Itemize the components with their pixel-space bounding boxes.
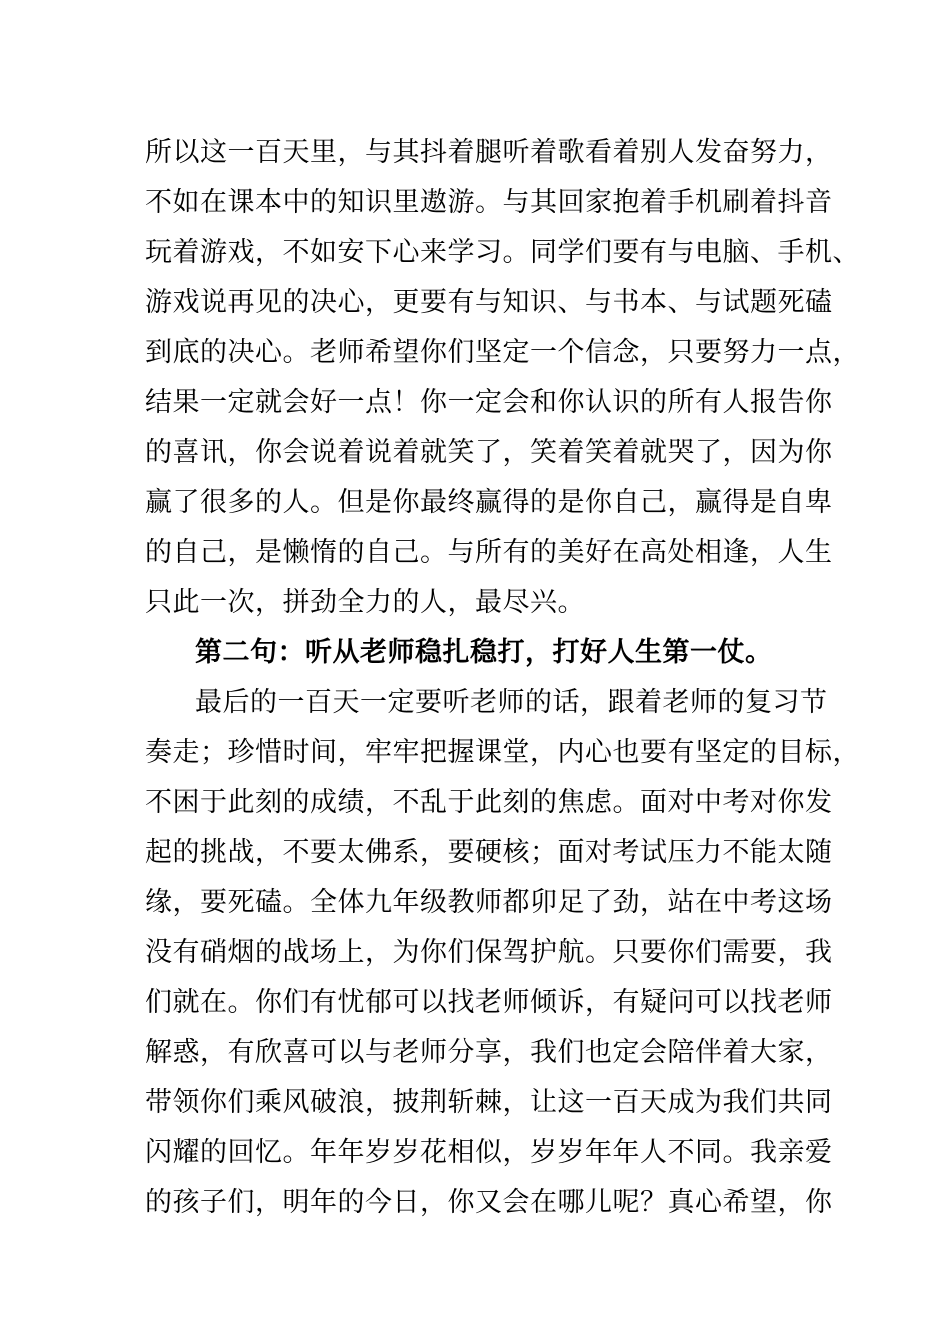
paragraph-1-line: 结果一定就会好一点！你一定会和你认识的所有人报告你 (145, 387, 833, 418)
paragraph-2-line: 起的挑战，不要太佛系，要硬核；面对考试压力不能太随 (145, 837, 833, 868)
paragraph-2-line: 解惑，有欣喜可以与老师分享，我们也定会陪伴着大家， (145, 1037, 833, 1068)
paragraph-1-line: 所以这一百天里，与其抖着腿听着歌看着别人发奋努力， (145, 137, 833, 168)
paragraph-2-line: 闪耀的回忆。年年岁岁花相似，岁岁年年人不同。我亲爱 (145, 1137, 833, 1168)
paragraph-2-line: 缘，要死磕。全体九年级教师都卯足了劲，站在中考这场 (145, 887, 833, 918)
paragraph-2-line: 最后的一百天一定要听老师的话，跟着老师的复习节 (195, 687, 828, 718)
paragraph-1-line: 玩着游戏，不如安下心来学习。同学们要有与电脑、手机、 (145, 237, 860, 268)
paragraph-1-line: 赢了很多的人。但是你最终赢得的是你自己，赢得是自卑 (145, 487, 833, 518)
paragraph-1-line: 不如在课本中的知识里遨游。与其回家抱着手机刷着抖音 (145, 187, 833, 218)
paragraph-2-line: 不困于此刻的成绩，不乱于此刻的焦虑。面对中考对你发 (145, 787, 833, 818)
paragraph-2-line: 们就在。你们有忧郁可以找老师倾诉，有疑问可以找老师 (145, 987, 833, 1018)
paragraph-1-line: 的自己，是懒惰的自己。与所有的美好在高处相逢，人生 (145, 537, 833, 568)
paragraph-1-line: 到底的决心。老师希望你们坚定一个信念，只要努力一点， (145, 337, 860, 368)
document-body (145, 128, 860, 1228)
paragraph-2-line: 的孩子们，明年的今日，你又会在哪儿呢？真心希望，你 (145, 1187, 833, 1218)
section-heading: 第二句：听从老师稳扎稳打，打好人生第一仗。 (195, 637, 773, 668)
paragraph-1-line: 只此一次，拼劲全力的人，最尽兴。 (145, 587, 585, 618)
paragraph-2-line: 没有硝烟的战场上，为你们保驾护航。只要你们需要，我 (145, 937, 833, 968)
paragraph-1-line: 的喜讯，你会说着说着就笑了，笑着笑着就哭了，因为你 (145, 437, 833, 468)
paragraph-2-line: 带领你们乘风破浪，披荆斩棘，让这一百天成为我们共同 (145, 1087, 833, 1118)
paragraph-2-line: 奏走；珍惜时间，牢牢把握课堂，内心也要有坚定的目标， (145, 737, 860, 768)
paragraph-1-line: 游戏说再见的决心，更要有与知识、与书本、与试题死磕 (145, 287, 833, 318)
